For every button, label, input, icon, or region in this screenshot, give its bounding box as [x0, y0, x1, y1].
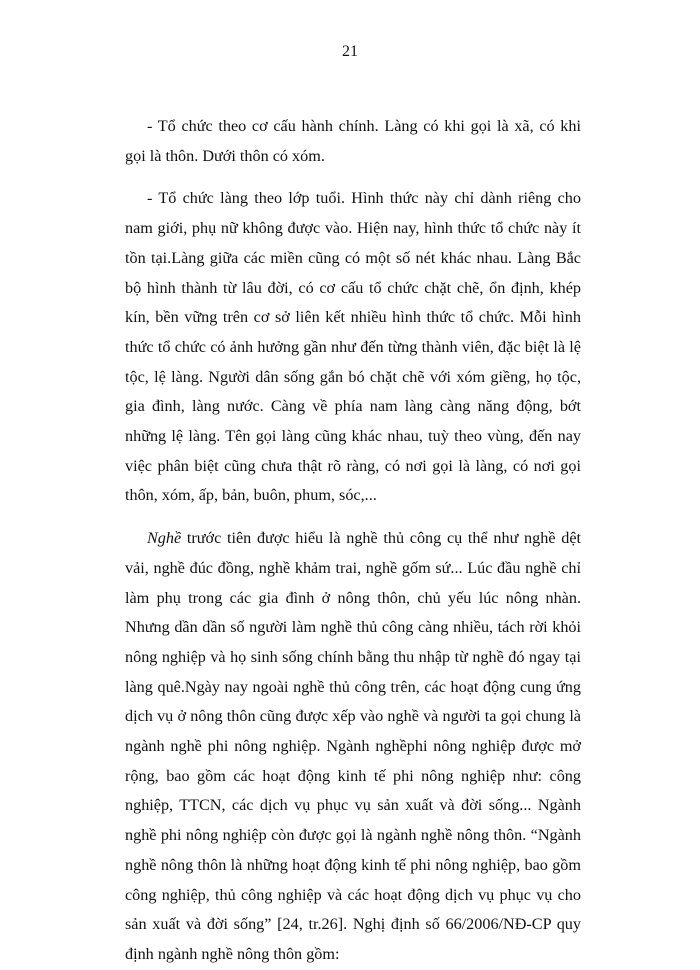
paragraph-crafts: [125, 524, 581, 970]
paragraph-age-groups: [125, 184, 581, 511]
page-number: 21: [342, 43, 358, 60]
document-body: [125, 112, 581, 970]
paragraph-text: trước tiên được hiểu là nghề thủ công cụ thể như nghề dệt vải, nghề đúc đồng, nghề khảm trai, nghề gốm sứ... Lúc đầu nghề chỉ làm phụ trong các gia đình ở nông thôn, chủ yếu lúc nông nhàn. Nhưng dần dần số người làm nghề thủ công càng nhiều, tách rời khỏi nông nghiệp và họ sinh sống chính bằng thu nhập từ nghề đó ngay tại làng quê.Ngày nay ngoài nghề thủ công trên, các hoạt động cung ứng dịch vụ ở nông thôn cũng được xếp vào nghề và người ta gọi chung là ngành nghề phi nông nghiệp. Ngành nghềphi nông nghiệp được mở rộng, bao gồm các hoạt động kinh tế phi nông nghiệp như: công nghiệp, TTCN, các dịch vụ phục vụ sản xuất và đời sống... Ngành nghề phi nông nghiệp còn được gọi là ngành nghề nông thôn. “Ngành nghề nông thôn là những hoạt động kinh tế phi nông nghiệp, bao gồm công nghiệp, thủ công nghiệp và các hoạt động dịch vụ phục vụ cho sản xuất và đời sống” [24, tr.26]. Nghị định số 66/2006/NĐ-CP quy định ngành nghề nông thôn gồm:: [125, 529, 581, 963]
paragraph-text: - Tổ chức theo cơ cấu hành chính. Làng có khi gọi là xã, có khi gọi là thôn. Dưới thôn có xóm.: [125, 117, 581, 165]
paragraph-text: - Tổ chức làng theo lớp tuổi. Hình thức này chỉ dành riêng cho nam giới, phụ nữ không được vào. Hiện nay, hình thức tổ chức này ít tồn tại.Làng giữa các miền cũng có một số nét khác nhau. Làng Bắc bộ hình thành từ lâu đời, có cơ cấu tổ chức chặt chẽ, ổn định, khép kín, bền vững trên cơ sở liên kết nhiều hình thức tổ chức. Mỗi hình thức tổ chức có ảnh hưởng gần như đến từng thành viên, đặc biệt là lệ tộc, lệ làng. Người dân sống gắn bó chặt chẽ với xóm giềng, họ tộc, gia đình, làng nước. Càng về phía nam làng càng năng động, bớt những lệ làng. Tên gọi làng cũng khác nhau, tuỳ theo vùng, đến nay việc phân biệt cũng chưa thật rõ ràng, có nơi gọi là làng, có nơi gọi thôn, xóm, ấp, bản, buôn, phum, sóc,...: [125, 189, 581, 505]
italic-term-nghe: Nghề: [147, 529, 182, 548]
paragraph-admin-structure: [125, 112, 581, 171]
